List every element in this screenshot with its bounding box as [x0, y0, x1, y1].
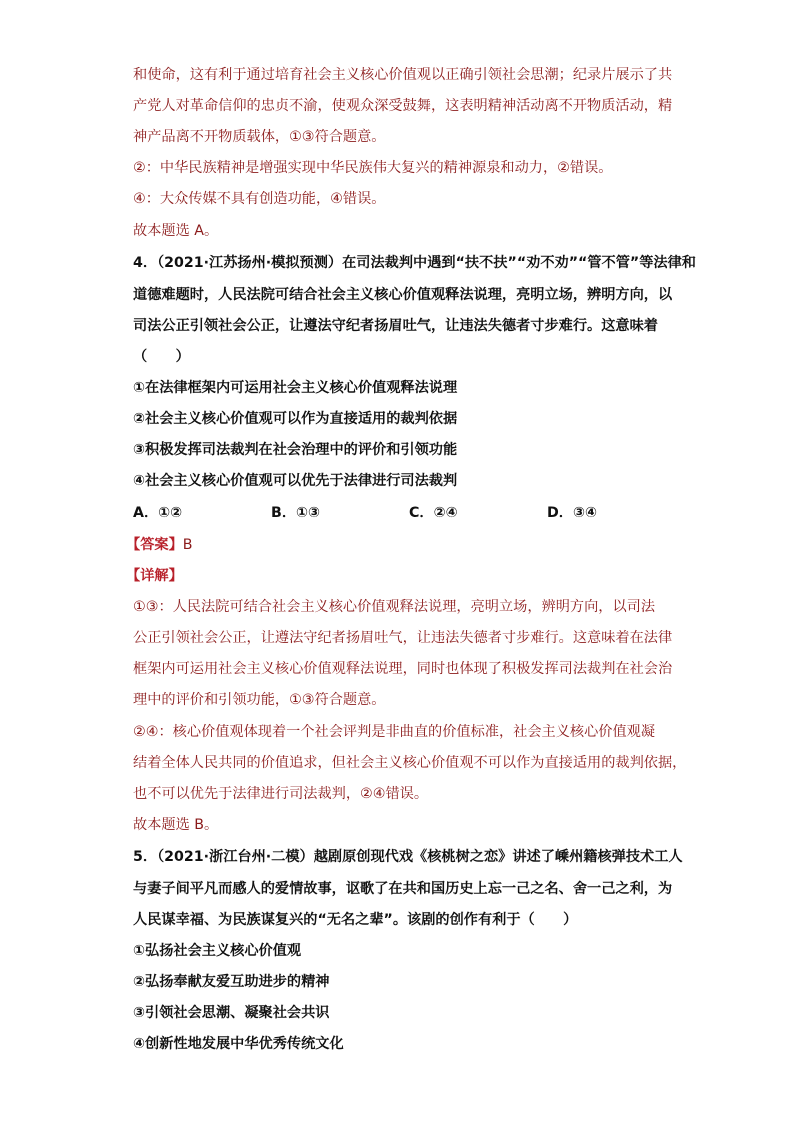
explain-conclusion: 故本题选 A。	[133, 223, 219, 239]
question-5-stem: 与妻子间平凡而感人的爱情故事，讴歌了在共和国历史上忘一己之名、舍一己之利，为	[133, 881, 673, 897]
choice-a: A．①②	[133, 505, 183, 521]
question-5-item: ④创新性地发展中华优秀传统文化	[133, 1036, 344, 1052]
detail-line	[126, 566, 666, 586]
detail-text: 框架内可运用社会主义核心价值观释法说理，同时也体现了积极发挥司法裁判在社会治	[133, 661, 673, 677]
explain-line: ④：大众传媒不具有创造功能，④错误。	[133, 191, 386, 207]
explain-line: ②：中华民族精神是增强实现中华民族伟大复兴的精神源泉和动力，②错误。	[133, 160, 613, 176]
choice-d: D．③④	[547, 505, 597, 521]
question-4-item: ④社会主义核心价值观可以优先于法律进行司法裁判	[133, 473, 458, 489]
question-4-stem: 4．（2021·江苏扬州·模拟预测）在司法裁判中遇到“扶不扶”“劝不劝”“管不管”等法律和	[133, 255, 696, 271]
detail-tag: 【详解】	[126, 568, 183, 584]
question-4-stem: 司法公正引领社会公正，让遵法守纪者扬眉吐气，让违法失德者寸步难行。这意味着	[133, 318, 658, 334]
detail-text: 理中的评价和引领功能，①③符合题意。	[133, 692, 386, 708]
explain-line: 和使命，这有利于通过培育社会主义核心价值观以正确引领社会思潮；纪录片展示了共	[133, 67, 673, 83]
explain-line: 产党人对革命信仰的忠贞不渝，使观众深受鼓舞，这表明精神活动离不开物质活动，精	[133, 98, 673, 114]
answer-tag: 【答案】	[126, 537, 183, 553]
detail-text: ②④：核心价值观体现着一个社会评判是非曲直的价值标准，社会主义核心价值观凝	[133, 724, 656, 740]
detail-text: 公正引领社会公正，让遵法守纪者扬眉吐气，让违法失德者寸步难行。这意味着在法律	[133, 630, 673, 646]
detail-conclusion: 故本题选 B。	[133, 817, 219, 833]
question-5-stem: 人民谋幸福、为民族谋复兴的“无名之辈”。该剧的创作有利于（ ）	[133, 912, 578, 928]
answer-line	[126, 535, 666, 555]
question-5-item: ①弘扬社会主义核心价值观	[133, 943, 302, 959]
detail-text: ①③：人民法院可结合社会主义核心价值观释法说理，亮明立场，辨明方向，以司法	[133, 599, 656, 615]
question-5-stem: 5．（2021·浙江台州·二模）越剧原创现代戏《核桃树之恋》讲述了嵊州籍核弹技术工人	[133, 849, 683, 865]
question-4-item: ①在法律框架内可运用社会主义核心价值观释法说理	[133, 380, 458, 396]
choice-b: B．①③	[271, 505, 321, 521]
detail-text: 结着全体人民共同的价值追求，但社会主义核心价值观不可以作为直接适用的裁判依据，	[133, 755, 687, 771]
explain-line: 神产品离不开物质载体，①③符合题意。	[133, 129, 386, 145]
question-5-item: ③引领社会思潮、凝聚社会共识	[133, 1005, 330, 1021]
question-5-item: ②弘扬奉献友爱互助进步的精神	[133, 974, 330, 990]
question-4-blank: （ ）	[133, 349, 190, 365]
answer-value: B	[182, 537, 193, 553]
question-4-item: ②社会主义核心价值观可以作为直接适用的裁判依据	[133, 411, 458, 427]
question-4-stem: 道德难题时，人民法院可结合社会主义核心价值观释法说理，亮明立场，辨明方向，以	[133, 287, 673, 303]
choice-c: C．②④	[409, 505, 458, 521]
question-4-item: ③积极发挥司法裁判在社会治理中的评价和引领功能	[133, 442, 458, 458]
detail-text: 也不可以优先于法律进行司法裁判，②④错误。	[133, 786, 429, 802]
